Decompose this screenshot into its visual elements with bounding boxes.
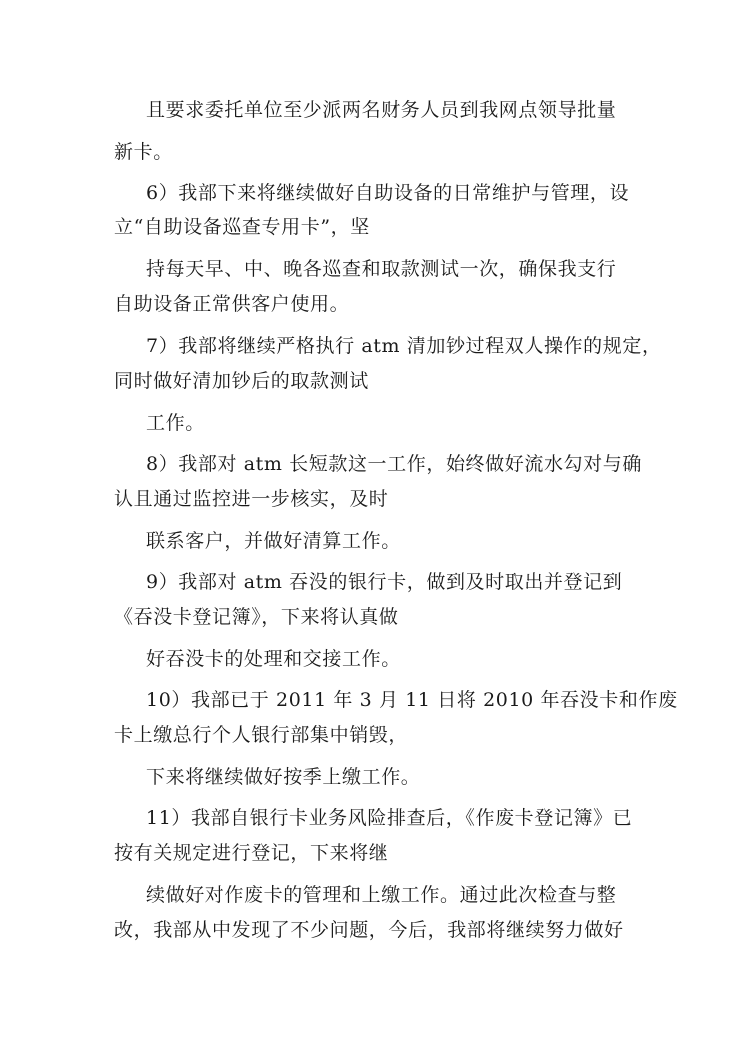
text-line-16: 10）我部已于 2011 年 3 月 11 日将 2010 年吞没卡和作废 xyxy=(146,689,678,711)
text-line-1: 且要求委托单位至少派两名财务人员到我网点领导批量 xyxy=(146,99,617,121)
text-line-21: 续做好对作废卡的管理和上缴工作。通过此次检查与整 xyxy=(146,884,617,906)
text-line-15: 好吞没卡的处理和交接工作。 xyxy=(146,648,401,670)
text-line-2: 新卡。 xyxy=(114,141,173,163)
text-line-20: 按有关规定进行登记，下来将继 xyxy=(114,842,389,864)
text-line-13: 9）我部对 atm 吞没的银行卡，做到及时取出并登记到 xyxy=(146,571,623,593)
text-line-17: 卡上缴总行个人银行部集中销毁， xyxy=(114,724,409,746)
text-line-18: 下来将继续做好按季上缴工作。 xyxy=(146,766,421,788)
text-line-12: 联系客户，并做好清算工作。 xyxy=(146,530,401,552)
text-line-19: 11）我部自银行卡业务风险排查后，《作废卡登记簿》已 xyxy=(146,807,633,829)
text-line-7: 7）我部将继续严格执行 atm 清加钞过程双人操作的规定， xyxy=(146,335,662,357)
text-line-22: 改，我部从中发现了不少问题，今后，我部将继续努力做好 xyxy=(114,919,624,941)
text-line-8: 同时做好清加钞后的取款测试 xyxy=(114,370,369,392)
text-line-11: 认且通过监控进一步核实，及时 xyxy=(114,488,389,510)
text-line-4: 立“自助设备巡查专用卡”，坚 xyxy=(114,216,370,238)
text-line-3: 6）我部下来将继续做好自助设备的日常维护与管理，设 xyxy=(146,182,630,204)
text-line-6: 自助设备正常供客户使用。 xyxy=(114,293,350,315)
text-line-10: 8）我部对 atm 长短款这一工作，始终做好流水勾对与确 xyxy=(146,453,642,475)
text-line-14: 《吞没卡登记簿》，下来将认真做 xyxy=(114,606,399,628)
text-line-9: 工作。 xyxy=(146,412,205,434)
text-line-5: 持每天早、中、晚各巡查和取款测试一次，确保我支行 xyxy=(146,258,617,280)
